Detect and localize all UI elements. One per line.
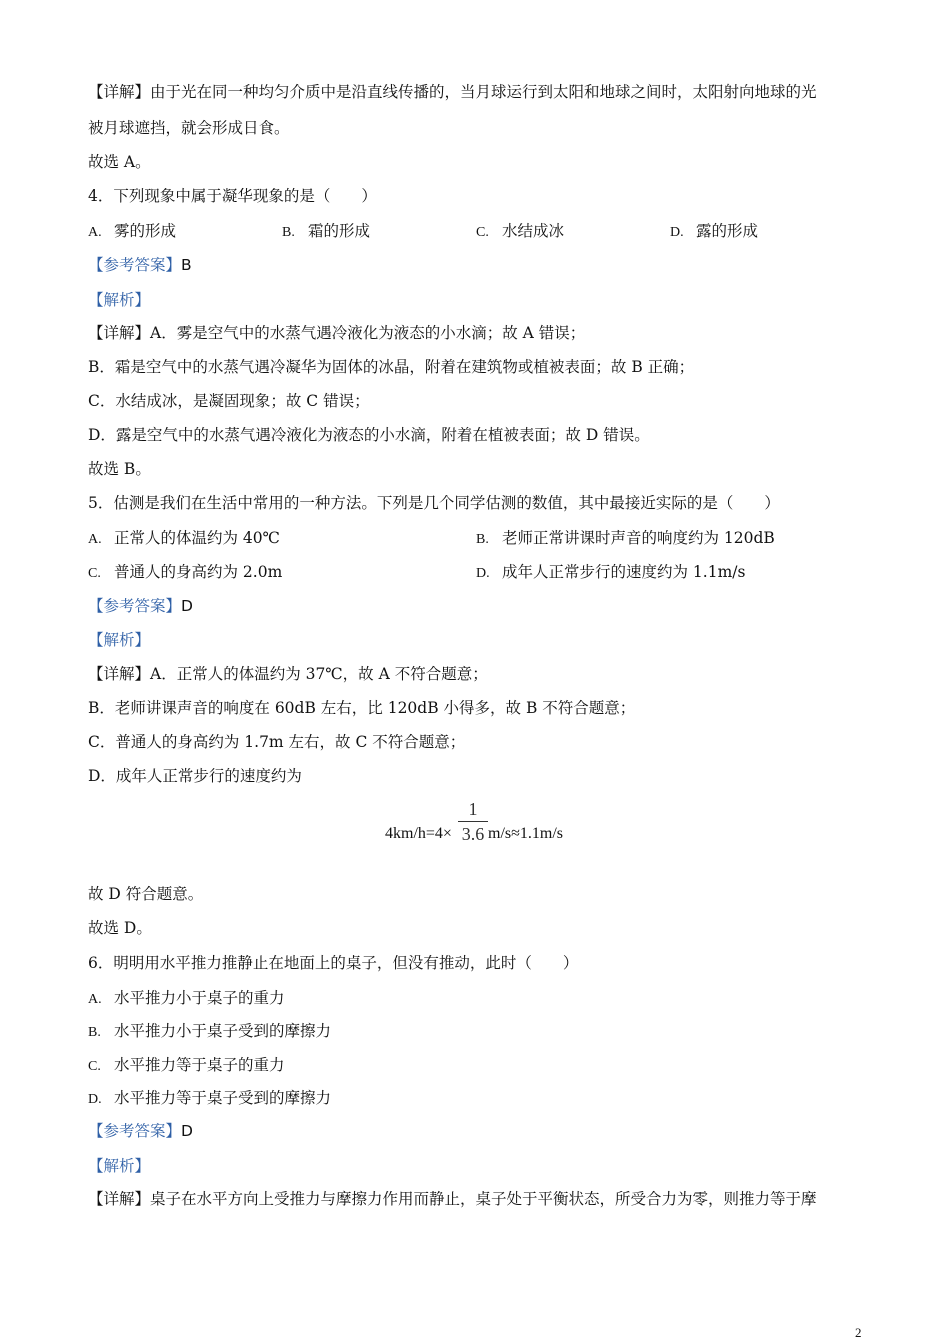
option-letter: C.	[88, 1059, 101, 1074]
q6-detail-1: 【详解】桌子在水平方向上受推力与摩擦力作用而静止，桌子处于平衡状态，所受合力为零，则推力等于摩	[88, 1190, 817, 1208]
q5-detail-5: 故 D 符合题意。	[88, 885, 204, 903]
q4-answer	[88, 255, 192, 275]
option-letter: A.	[88, 992, 102, 1007]
option-text: 水结成冰	[502, 222, 565, 240]
q4-option-a	[88, 221, 176, 243]
q6-option-a	[88, 988, 285, 1010]
q4-detail-4: D．露是空气中的水蒸气遇冷液化为液态的小水滴，附着在植被表面；故 D 错误。	[88, 426, 650, 444]
formula-right: m/s≈1.1m/s	[488, 825, 564, 842]
answer-tag: 【参考答案】	[88, 1122, 182, 1140]
option-text: 霜的形成	[308, 222, 371, 240]
q4-detail-1: 【详解】A．雾是空气中的水蒸气遇冷液化为液态的小水滴；故 A 错误；	[88, 324, 586, 342]
q5-option-c	[88, 562, 282, 584]
explanation-line: 【详解】由于光在同一种均匀介质中是沿直线传播的，当月球运行到太阳和地球之间时，太阳射向地球的光	[88, 83, 817, 101]
option-letter: D.	[670, 225, 684, 240]
option-letter: B.	[88, 1025, 101, 1040]
option-letter: D.	[88, 1092, 102, 1107]
option-text: 成年人正常步行的速度约为 1.1m/s	[502, 563, 746, 581]
q4-option-b	[282, 221, 370, 243]
q6-option-d	[88, 1088, 331, 1110]
answer-tag: 【参考答案】	[88, 256, 182, 274]
question-4: 4．下列现象中属于凝华现象的是（ ）	[88, 187, 377, 205]
option-text: 水平推力小于桌子的重力	[114, 989, 285, 1007]
q5-analysis-tag: 【解析】	[88, 631, 151, 649]
option-letter: A.	[88, 532, 102, 547]
q4-analysis-tag: 【解析】	[88, 291, 151, 309]
q5-option-a	[88, 528, 280, 550]
option-text: 水平推力等于桌子受到的摩擦力	[114, 1089, 332, 1107]
fraction-bar	[458, 821, 488, 822]
page-number: 2	[855, 1325, 862, 1340]
question-6: 6．明明用水平推力推静止在地面上的桌子，但没有推动，此时（ ）	[88, 954, 579, 972]
q5-conclusion: 故选 D。	[88, 919, 152, 937]
option-text: 露的形成	[696, 222, 759, 240]
formula-left: 4km/h=4×	[385, 825, 452, 842]
q5-detail-4: D．成年人正常步行的速度约为	[88, 767, 302, 785]
q5-answer	[88, 596, 193, 616]
fraction-denominator: 3.6	[461, 824, 485, 844]
option-text: 水平推力小于桌子受到的摩擦力	[114, 1022, 332, 1040]
option-letter: C.	[476, 225, 489, 240]
q6-option-c	[88, 1055, 285, 1077]
option-letter: A.	[88, 225, 102, 240]
option-text: 正常人的体温约为 40℃	[114, 529, 280, 547]
q4-option-c	[476, 221, 564, 243]
conclusion-line: 故选 A。	[88, 153, 151, 171]
option-letter: B.	[476, 532, 489, 547]
q6-analysis-tag: 【解析】	[88, 1157, 151, 1175]
formula-fraction	[458, 798, 488, 845]
q5-detail-2: B．老师讲课声音的响度在 60dB 左右，比 120dB 小得多，故 B 不符合题意；	[88, 699, 636, 717]
q4-conclusion: 故选 B。	[88, 460, 151, 478]
q4-detail-2: B．霜是空气中的水蒸气遇冷凝华为固体的冰晶，附着在建筑物或植被表面；故 B 正确；	[88, 358, 695, 376]
q4-detail-3: C．水结成冰，是凝固现象；故 C 错误；	[88, 392, 370, 410]
answer-value: B	[181, 256, 192, 274]
answer-tag: 【参考答案】	[88, 597, 182, 615]
answer-value: D	[181, 1122, 193, 1140]
option-text: 水平推力等于桌子的重力	[114, 1056, 285, 1074]
fraction-numerator: 1	[468, 799, 478, 819]
option-letter: D.	[476, 566, 490, 581]
option-text: 普通人的身高约为 2.0m	[114, 563, 283, 581]
option-text: 老师正常讲课时声音的响度约为 120dB	[502, 529, 775, 547]
option-letter: C.	[88, 566, 101, 581]
q6-answer	[88, 1121, 193, 1141]
q5-detail-1: 【详解】A．正常人的体温约为 37℃，故 A 不符合题意；	[88, 665, 488, 683]
option-text: 雾的形成	[114, 222, 177, 240]
q6-option-b	[88, 1021, 331, 1043]
q4-option-d	[670, 221, 758, 243]
q5-option-d	[476, 562, 745, 584]
q5-detail-3: C．普通人的身高约为 1.7m 左右，故 C 不符合题意；	[88, 733, 466, 751]
explanation-line: 被月球遮挡，就会形成日食。	[88, 119, 290, 137]
option-letter: B.	[282, 225, 295, 240]
q5-option-b	[476, 528, 775, 550]
question-5: 5．估测是我们在生活中常用的一种方法。下列是几个同学估测的数值，其中最接近实际的是（ ）	[88, 494, 780, 512]
answer-value: D	[181, 597, 193, 615]
